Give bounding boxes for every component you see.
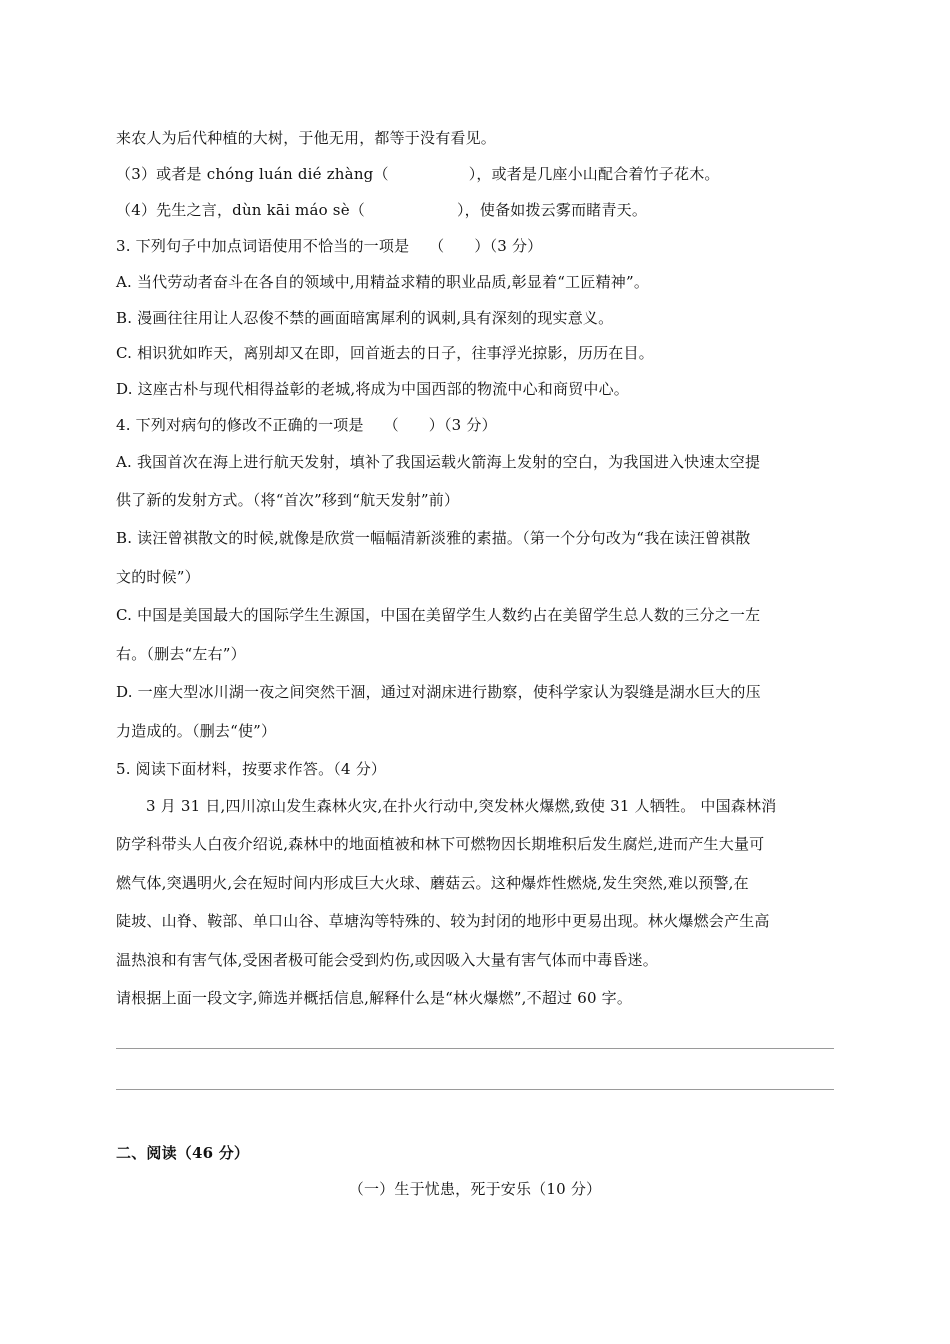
item-3-suffix: ），或者是几座小山配合着竹子花木。 (468, 165, 720, 183)
option-4d-line2: 力造成的。（删去“使”） (116, 722, 277, 740)
option-4a-line2: 供了新的发射方式。（将“首次”移到“航天发射”前） (116, 491, 460, 509)
option-4b-line1: B. 读汪曾祺散文的时候,就像是欣赏一幅幅清新淡雅的素描。（第一个分句改为“我在读汪曾祺散 (116, 529, 751, 547)
answer-line-2[interactable] (116, 1089, 834, 1090)
question-3-score: ）（3 分） (474, 237, 543, 255)
material-line-1: 3 月 31 日,四川凉山发生森林火灾,在扑火行动中,突发林火爆燃,致使 31 人牺牲。 中国森林消 (146, 797, 777, 815)
material-line-5: 温热浪和有害气体,受困者极可能会受到灼伤,或因吸入大量有害气体而中毒昏迷。 (116, 951, 658, 969)
option-4a-line1: A. 我国首次在海上进行航天发射，填补了我国运载火箭海上发射的空白，为我国进入快速太空提 (116, 453, 761, 471)
paragraph-continuation: 来农人为后代种植的大树，于他无用，都等于没有看见。 (116, 129, 497, 147)
option-4c-line2: 右。（删去“左右”） (116, 645, 246, 663)
answer-line-1[interactable] (116, 1048, 834, 1049)
subsection-title: （一）生于忧患，死于安乐（10 分） (348, 1180, 602, 1198)
material-line-4: 陡坡、山脊、鞍部、单口山谷、草塘沟等特殊的、较为封闭的地形中更易出现。林火爆燃会产生高 (116, 912, 770, 930)
question-5-prompt: 请根据上面一段文字,筛选并概括信息,解释什么是“林火爆燃”,不超过 60 字。 (116, 989, 633, 1007)
option-4b-line2: 文的时候”） (116, 568, 200, 586)
material-line-2: 防学科带头人白夜介绍说,森林中的地面植被和林下可燃物因长期堆积后发生腐烂,进而产生大量可 (116, 835, 765, 853)
option-3c: C. 相识犹如昨天，离别却又在即，回首逝去的日子，往事浮光掠影，历历在目。 (116, 344, 654, 362)
question-3 (116, 236, 836, 256)
question-4 (116, 415, 836, 435)
question-2-item-3 (116, 164, 836, 184)
item-4-prefix: （4）先生之言，dùn kāi máo sè（ (116, 201, 365, 219)
question-2-item-4 (116, 200, 836, 220)
material-line-3: 燃气体,突遇明火,会在短时间内形成巨大火球、蘑菇云。这种爆炸性燃烧,发生突然,难以预警,在 (116, 874, 749, 892)
option-4c-line1: C. 中国是美国最大的国际学生生源国，中国在美留学生人数约占在美留学生总人数的三分之一左 (116, 606, 761, 624)
item-3-prefix: （3）或者是 chóng luán dié zhàng（ (116, 165, 389, 183)
question-4-score: ）（3 分） (428, 416, 497, 434)
option-3a: A. 当代劳动者奋斗在各自的领域中,用精益求精的职业品质,彰显着“工匠精神”。 (116, 273, 650, 291)
section-heading: 二、阅读（46 分） (116, 1144, 250, 1162)
question-5: 5. 阅读下面材料，按要求作答。（4 分） (116, 760, 387, 778)
option-3b: B. 漫画往往用让人忍俊不禁的画面暗寓犀利的讽刺,具有深刻的现实意义。 (116, 309, 614, 327)
question-3-stem: 3. 下列句子中加点词语使用不恰当的一项是 (116, 237, 410, 255)
option-3d: D. 这座古朴与现代相得益彰的老城,将成为中国西部的物流中心和商贸中心。 (116, 380, 629, 398)
question-4-stem: 4. 下列对病句的修改不正确的一项是 (116, 416, 364, 434)
item-4-suffix: ），使备如拨云雾而睹青天。 (456, 201, 648, 219)
option-4d-line1: D. 一座大型冰川湖一夜之间突然干涸，通过对湖床进行勘察，使科学家认为裂缝是湖水巨大的压 (116, 683, 761, 701)
paren-open: （ (383, 416, 399, 434)
paren-open: （ (429, 237, 445, 255)
